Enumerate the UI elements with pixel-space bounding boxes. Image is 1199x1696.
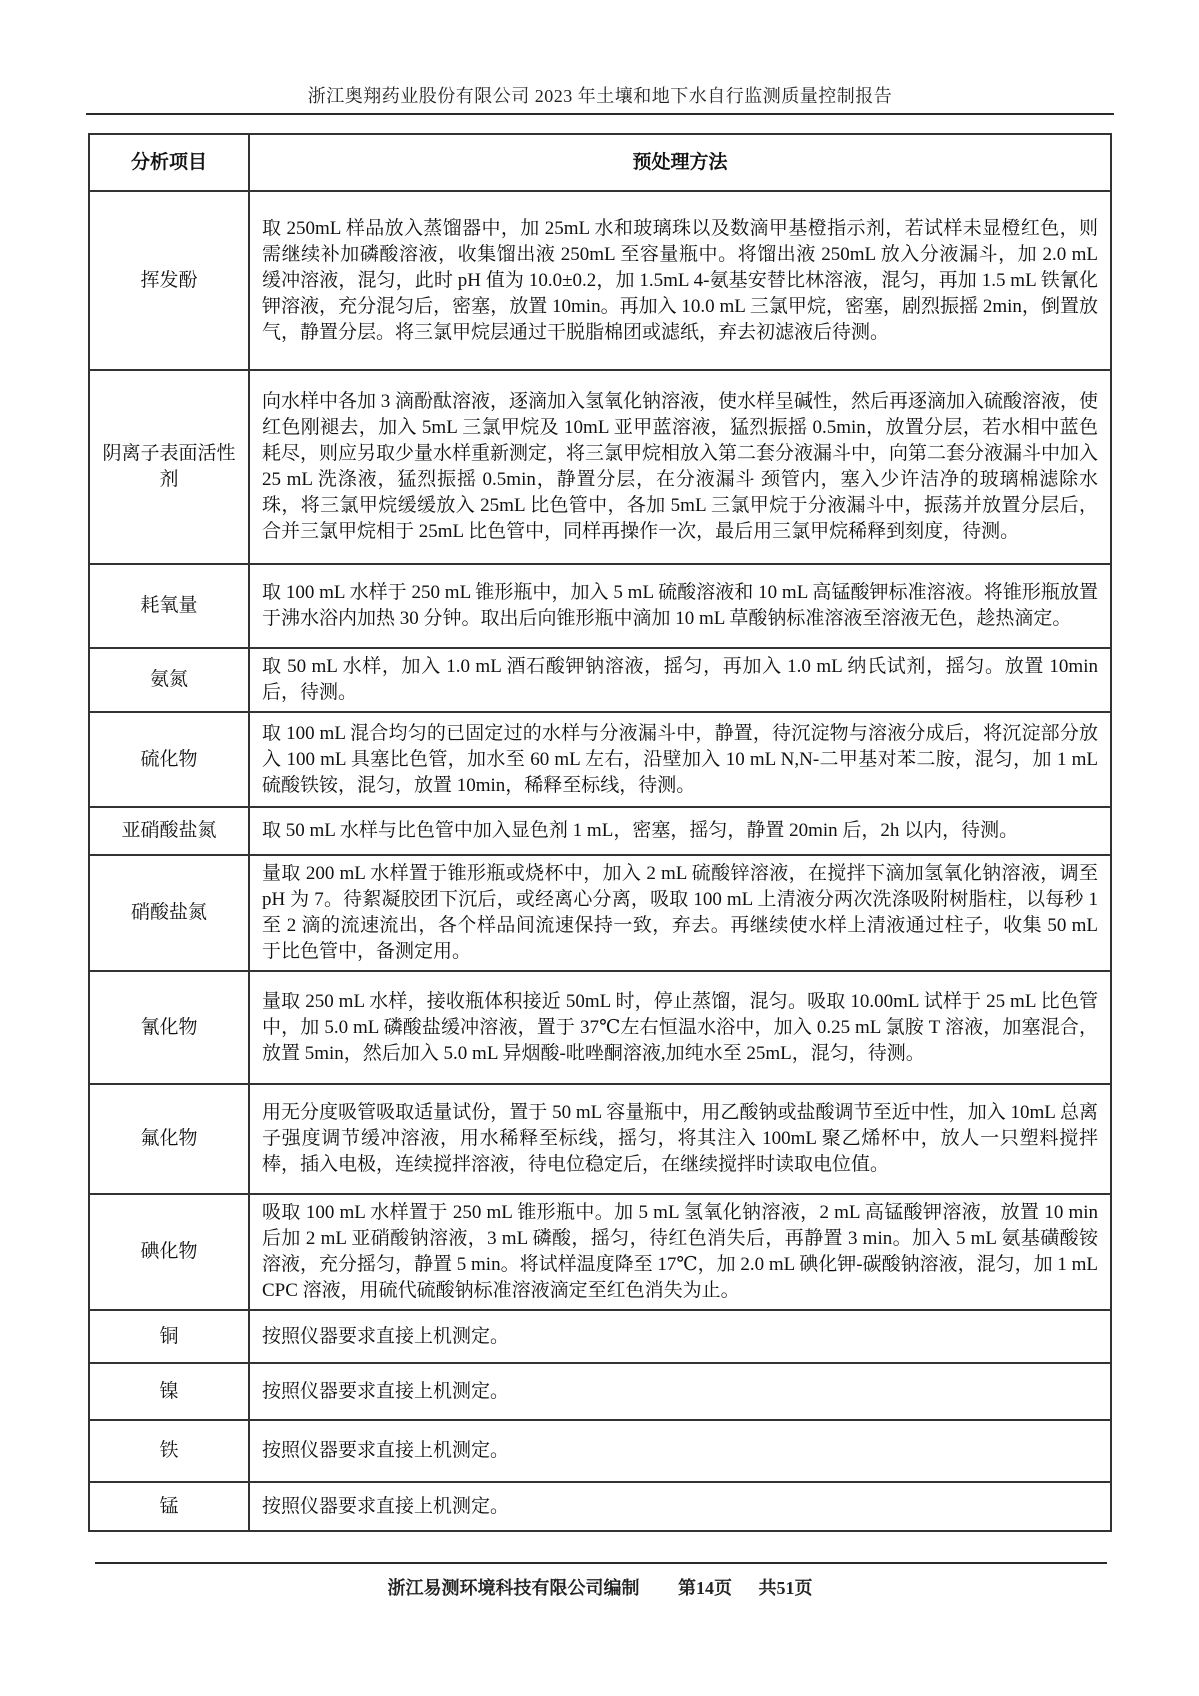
method-text: 按照仪器要求直接上机测定。: [249, 1482, 1111, 1531]
method-text: 按照仪器要求直接上机测定。: [249, 1310, 1111, 1363]
footer-divider: [95, 1562, 1107, 1564]
method-text: 取 100 mL 水样于 250 mL 锥形瓶中，加入 5 mL 硫酸溶液和 10 mL 高锰酸钾标准溶液。将锥形瓶放置于沸水浴内加热 30 分钟。取出后向锥形瓶中滴加 10 mL 草酸钠标准溶液至溶液无色，趁热滴定。: [249, 564, 1111, 648]
method-text: 取 250mL 样品放入蒸馏器中，加 25mL 水和玻璃珠以及数滴甲基橙指示剂，若试样未显橙红色，则需继续补加磷酸溶液，收集馏出液 250mL 至容量瓶中。将馏出液 250mL 放入分液漏斗，加 2.0 mL 缓冲溶液，混匀，此时 pH 值为 10.0±0.2，加 1.5mL 4-氨基安替比林溶液，混匀，再加 1.5 mL 铁氰化钾溶液，充分混匀后，密塞，放置 10min。再加入 10.0 mL 三氯甲烷，密塞，剧烈振摇 2min，倒置放气，静置分层。将三氯甲烷层通过干脱脂棉团或滤纸，弃去初滤液后待测。: [249, 191, 1111, 370]
table-row: [89, 807, 1111, 855]
table-row: [89, 564, 1111, 648]
analysis-item-label: 亚硝酸盐氮: [89, 807, 249, 855]
method-text: 取 50 mL 水样，加入 1.0 mL 酒石酸钾钠溶液，摇匀，再加入 1.0 mL 纳氏试剂，摇匀。放置 10min 后，待测。: [249, 648, 1111, 712]
analysis-item-label: 铁: [89, 1420, 249, 1482]
method-text: 吸取 100 mL 水样置于 250 mL 锥形瓶中。加 5 mL 氢氧化钠溶液，2 mL 高锰酸钾溶液，放置 10 min 后加 2 mL 亚硝酸钠溶液，3 mL 磷酸，摇匀，待红色消失后，再静置 3 min。加入 5 mL 氨基磺酸铵溶液，充分摇匀，静置 5 min。将试样温度降至 17℃，加 2.0 mL 碘化钾-碳酸钠溶液，混匀，加 1 mL CPC 溶液，用硫代硫酸钠标准溶液滴定至红色消失为止。: [249, 1194, 1111, 1310]
analysis-item-label: 耗氧量: [89, 564, 249, 648]
pretreatment-table-container: [88, 133, 1112, 1532]
analysis-item-label: 挥发酚: [89, 191, 249, 370]
table-row: [89, 1482, 1111, 1531]
pretreatment-methods-table: [88, 133, 1112, 1532]
analysis-item-label: 硝酸盐氮: [89, 855, 249, 971]
analysis-item-label: 氰化物: [89, 971, 249, 1084]
method-text: 取 50 mL 水样与比色管中加入显色剂 1 mL，密塞，摇匀，静置 20min 后，2h 以内，待测。: [249, 807, 1111, 855]
table-row: [89, 191, 1111, 370]
method-text: 量取 250 mL 水样，接收瓶体积接近 50mL 时，停止蒸馏，混匀。吸取 10.00mL 试样于 25 mL 比色管中，加 5.0 mL 磷酸盐缓冲溶液，置于 37℃左右恒温水浴中，加入 0.25 mL 氯胺 T 溶液，加塞混合，放置 5min，然后加入 5.0 mL 异烟酸-吡唑酮溶液,加纯水至 25mL，混匀，待测。: [249, 971, 1111, 1084]
analysis-item-label: 镍: [89, 1363, 249, 1420]
method-text: 按照仪器要求直接上机测定。: [249, 1363, 1111, 1420]
analysis-item-label: 锰: [89, 1482, 249, 1531]
column-header-pretreatment-method: 预处理方法: [249, 134, 1111, 191]
table-row: [89, 648, 1111, 712]
method-text: 量取 200 mL 水样置于锥形瓶或烧杯中，加入 2 mL 硫酸锌溶液，在搅拌下滴加氢氧化钠溶液，调至 pH 为 7。待絮凝胶团下沉后，或经离心分离，吸取 100 mL 上清液分两次洗涤吸附树脂柱，以每秒 1 至 2 滴的流速流出，各个样品间流速保持一致，弃去。再继续使水样上清液通过柱子，收集 50 mL 于比色管中，备测定用。: [249, 855, 1111, 971]
table-row: [89, 971, 1111, 1084]
analysis-item-label: 硫化物: [89, 712, 249, 807]
method-text: 向水样中各加 3 滴酚酞溶液，逐滴加入氢氧化钠溶液，使水样呈碱性，然后再逐滴加入硫酸溶液，使红色刚褪去，加入 5mL 三氯甲烷及 10mL 亚甲蓝溶液，猛烈振摇 0.5min，放置分层，若水相中蓝色耗尽，则应另取少量水样重新测定，将三氯甲烷相放入第二套分液漏斗中，向第二套分液漏斗中加入 25 mL 洗涤液，猛烈振摇 0.5min，静置分层，在分液漏斗 颈管内，塞入少许洁净的玻璃棉滤除水珠，将三氯甲烷缓缓放入 25mL 比色管中，各加 5mL 三氯甲烷于分液漏斗中，振荡并放置分层后，合并三氯甲烷相于 25mL 比色管中，同样再操作一次，最后用三氯甲烷稀释到刻度，待测。: [249, 370, 1111, 564]
analysis-item-label: 阴离子表面活性剂: [89, 370, 249, 564]
table-row: [89, 1420, 1111, 1482]
analysis-item-label: 氨氮: [89, 648, 249, 712]
analysis-item-label: 氟化物: [89, 1084, 249, 1194]
footer-total-pages: 共51页: [758, 1578, 813, 1598]
footer-publisher: 浙江易测环境科技有限公司编制: [387, 1578, 640, 1598]
table-row: [89, 1194, 1111, 1310]
column-header-analysis-item: 分析项目: [89, 134, 249, 191]
analysis-item-label: 碘化物: [89, 1194, 249, 1310]
table-row: [89, 370, 1111, 564]
table-row: [89, 712, 1111, 807]
header-divider: [86, 113, 1114, 115]
method-text: 取 100 mL 混合均匀的已固定过的水样与分液漏斗中，静置，待沉淀物与溶液分成后，将沉淀部分放入 100 mL 具塞比色管，加水至 60 mL 左右，沿壁加入 10 mL N,N-二甲基对苯二胺，混匀，加 1 mL 硫酸铁铵，混匀，放置 10min，稀释至标线，待测。: [249, 712, 1111, 807]
page-footer: [88, 1574, 1112, 1600]
method-text: 用无分度吸管吸取适量试份，置于 50 mL 容量瓶中，用乙酸钠或盐酸调节至近中性，加入 10mL 总离子强度调节缓冲溶液，用水稀释至标线，摇匀，将其注入 100mL 聚乙烯杯中，放人一只塑料搅拌棒，插入电极，连续搅拌溶液，待电位稳定后，在继续搅拌时读取电位值。: [249, 1084, 1111, 1194]
table-header-row: [89, 134, 1111, 191]
page-title: 浙江奥翔药业股份有限公司 2023 年土壤和地下水自行监测质量控制报告: [307, 86, 893, 106]
footer-page-number: 第14页: [678, 1578, 732, 1598]
analysis-item-label: 铜: [89, 1310, 249, 1363]
table-row: [89, 1363, 1111, 1420]
table-row: [89, 1310, 1111, 1363]
table-row: [89, 1084, 1111, 1194]
method-text: 按照仪器要求直接上机测定。: [249, 1420, 1111, 1482]
table-row: [89, 855, 1111, 971]
